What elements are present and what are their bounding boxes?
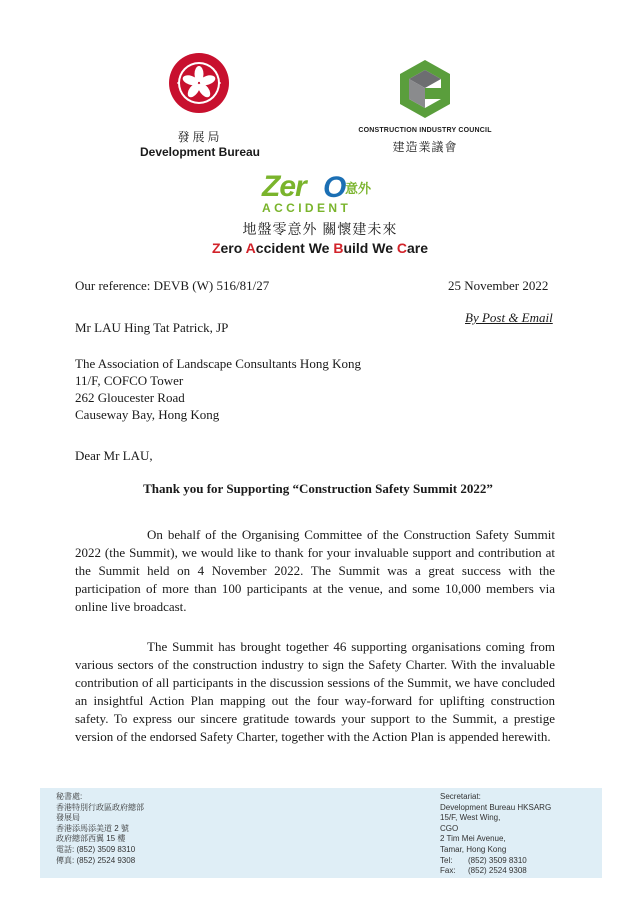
- letter-date: 25 November 2022: [448, 278, 549, 293]
- footer-line: 2 Tim Mei Avenue,: [440, 834, 506, 844]
- body-paragraph: The Summit has brought together 46 supporting organisations coming from various sectors of the construction industry to sign the Safety Charter. With the invaluable contribution of all participants in the discussion sessions of the Summit, we have concluded an insightful Action Plan mapping out the four way-forward for uplifting construction safety. To express our sincere gratitude towards your support to the Summit, a prestige version of the endorsed Safety Charter, together with the Action Plan is appended herewith.: [75, 639, 555, 744]
- fax-value: (852) 2524 9308: [468, 866, 527, 876]
- zero-logo-o: O: [323, 171, 347, 204]
- footer-line: CGO: [440, 823, 459, 833]
- slogan-chinese: 地盤零意外 關懷建未來: [242, 221, 398, 237]
- salutation: Dear Mr LAU,: [75, 448, 153, 463]
- footer-line: 傳真: (852) 2524 9308: [56, 855, 136, 865]
- fax-label: Fax:: [440, 866, 456, 876]
- tel-value: (852) 3509 8310: [468, 855, 527, 865]
- hong-kong-emblem-logo: [168, 52, 230, 114]
- devb-name-chinese: 發展局: [177, 130, 223, 144]
- footer-fax: [440, 866, 551, 877]
- footer-line: 15/F, West Wing,: [440, 813, 501, 823]
- slogan-part: uild We: [343, 240, 397, 256]
- address-line: 262 Gloucester Road: [75, 390, 185, 405]
- footer-secretariat-chinese: [56, 792, 144, 866]
- footer-tel: [440, 856, 551, 867]
- slogan-part: are: [407, 240, 429, 256]
- footer-line: Secretariat:: [440, 792, 481, 801]
- tel-label: Tel:: [440, 855, 453, 865]
- footer-line: 香港添馬添美道 2 號: [56, 823, 129, 833]
- our-reference: Our reference: DEVB (W) 516/81/27: [75, 278, 270, 293]
- footer-secretariat-english: [440, 792, 551, 877]
- addressee-name: Mr LAU Hing Tat Patrick, JP: [75, 320, 229, 335]
- cic-name-english: CONSTRUCTION INDUSTRY COUNCIL: [358, 127, 492, 134]
- slogan-english: [160, 240, 480, 256]
- slogan-part: A: [245, 240, 256, 256]
- slogan-part: C: [396, 240, 408, 256]
- letter-subject: Thank you for Supporting “Construction Safety Summit 2022”: [143, 481, 493, 496]
- slogan-part: Z: [211, 240, 221, 256]
- footer-line: 發展局: [56, 813, 80, 823]
- zero-logo-chinese: 意外: [345, 181, 372, 196]
- footer-line: 政府總部西翼 15 樓: [56, 834, 126, 844]
- slogan-part: ccident We: [255, 240, 334, 256]
- cic-name-chinese: 建造業議會: [392, 140, 458, 154]
- footer-line: 秘書處:: [56, 792, 83, 801]
- footer-line: Tamar, Hong Kong: [440, 844, 507, 854]
- cic-logo: [398, 58, 452, 120]
- accident-logo-word: ACCIDENT: [262, 201, 352, 215]
- slogan-part: B: [333, 240, 344, 256]
- footer-line: Development Bureau HKSARG: [440, 802, 552, 812]
- address-line: 11/F, COFCO Tower: [75, 373, 184, 388]
- footer-line: 香港特別行政區政府總部: [56, 802, 144, 812]
- zero-logo-word: Zer: [262, 170, 306, 203]
- devb-name-english: Development Bureau: [139, 145, 261, 159]
- footer-line: 電話: (852) 3509 8310: [56, 844, 136, 854]
- address-line: Causeway Bay, Hong Kong: [75, 407, 220, 422]
- address-line: The Association of Landscape Consultants Hong Kong: [75, 356, 361, 371]
- slogan-part: ero: [220, 240, 246, 256]
- delivery-method: By Post & Email: [465, 310, 553, 325]
- body-paragraph: On behalf of the Organising Committee of the Construction Safety Summit 2022 (the Summit), we would like to thank for your invaluable support and contribution at the Summit held on 4 November 2022. The Summit was a great success with the participation of more than 100 participants at the venue, and some 10,000 members via online live broadcast.: [75, 527, 555, 614]
